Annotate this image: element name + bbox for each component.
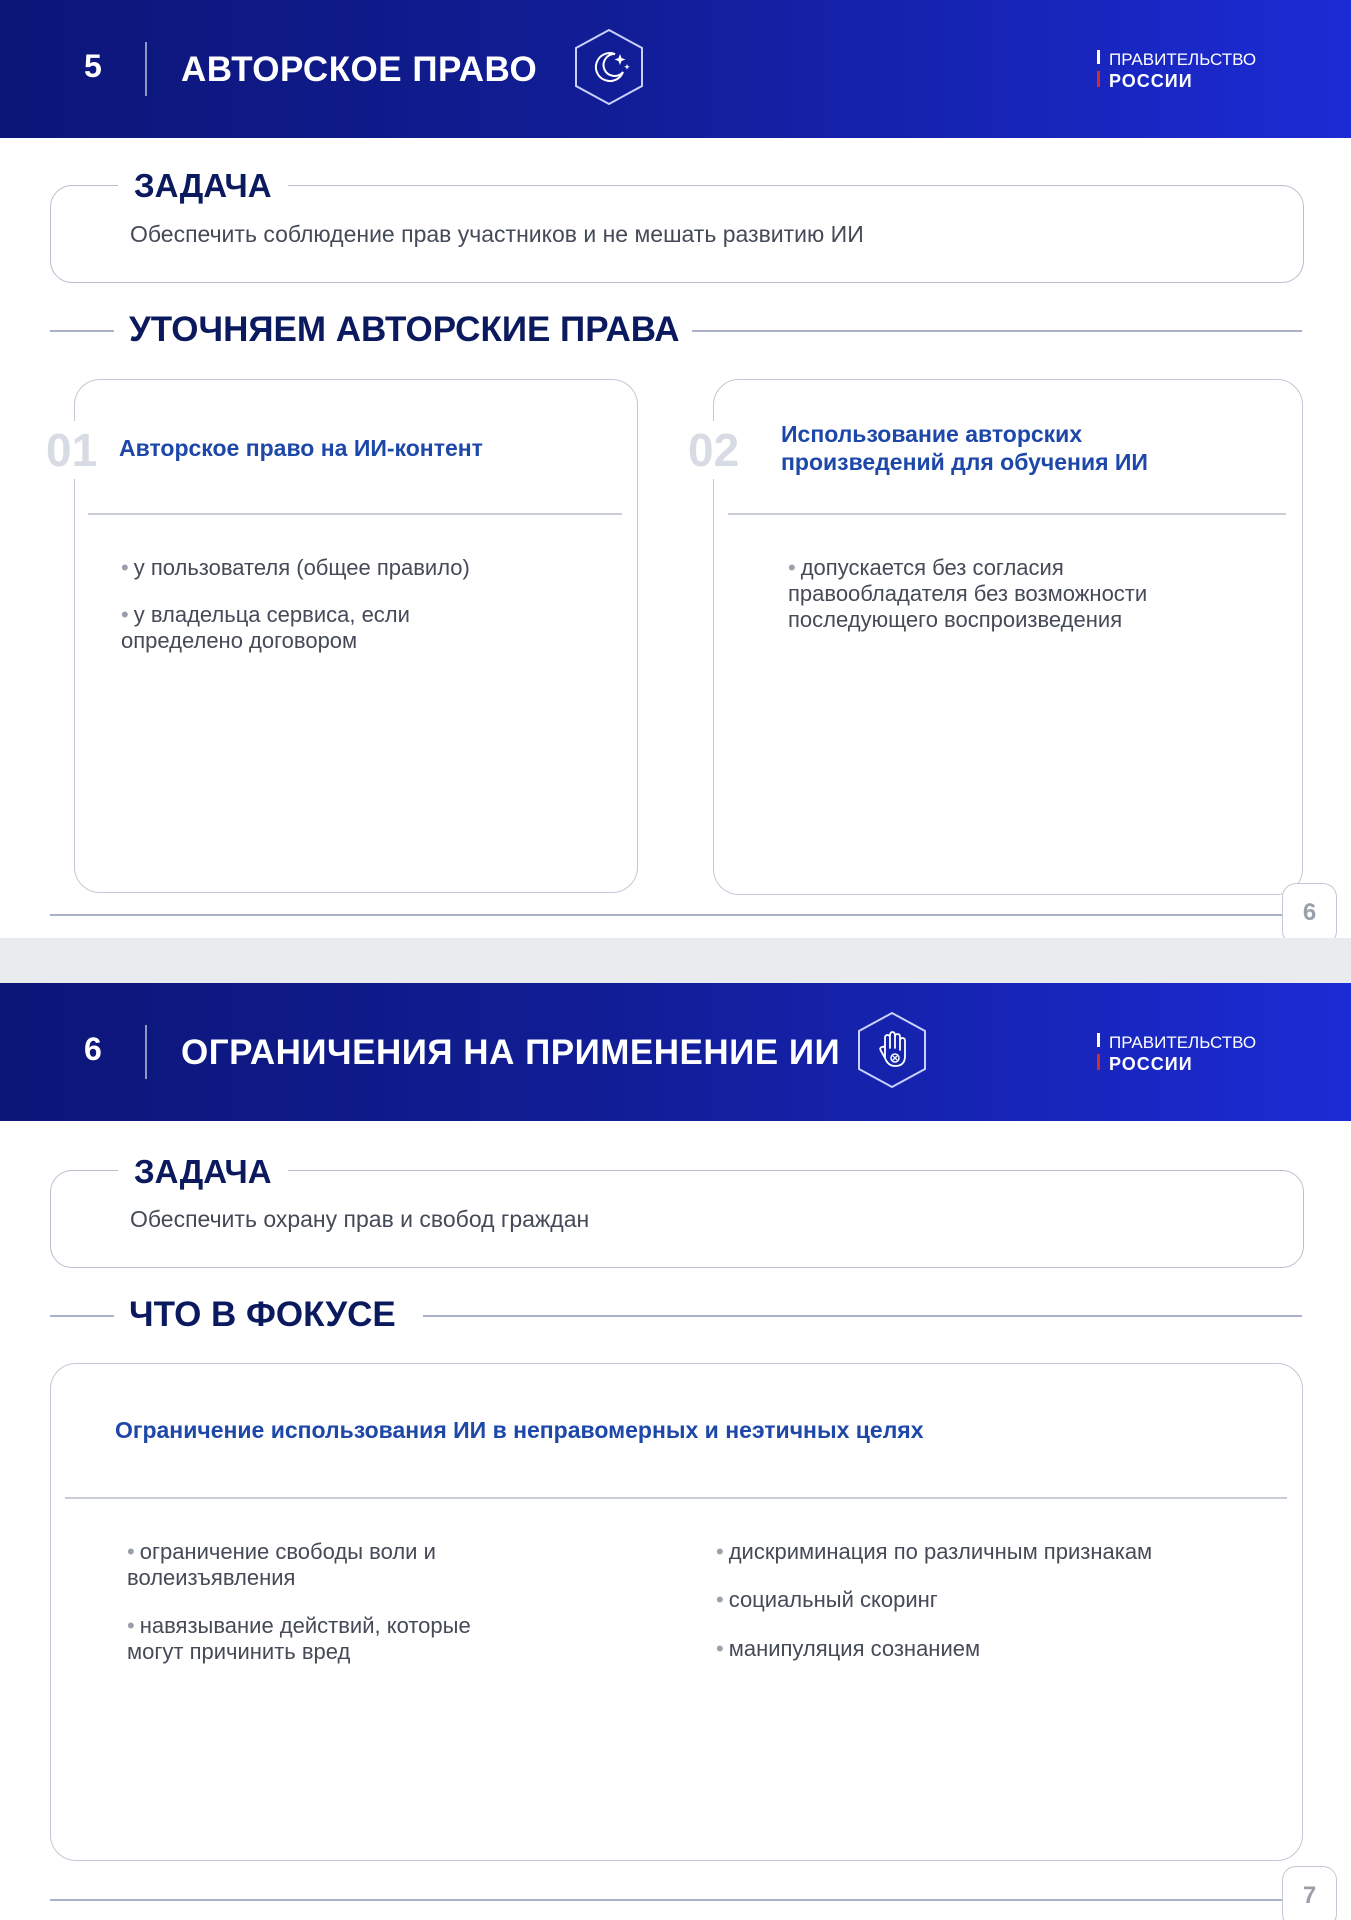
slide-number: 5 <box>84 48 102 84</box>
card-title: Авторское право на ИИ-контент <box>119 435 483 461</box>
card-divider <box>88 513 622 515</box>
bullet-dot: • <box>716 1539 724 1564</box>
bullet-dot: • <box>121 555 129 580</box>
slide-copyright <box>0 0 1351 938</box>
task-text: Обеспечить соблюдение прав участников и не мешать развитию ИИ <box>130 221 864 247</box>
header-divider <box>145 1025 147 1079</box>
bullet-text: дискриминация по различным признакам <box>728 1539 1153 1564</box>
logo-bar-red <box>1097 71 1100 87</box>
logo-line-2: РОССИИ <box>1109 1054 1193 1074</box>
section-line-left <box>50 330 114 332</box>
bullet-text: навязывание действий, которые могут причинить вред <box>127 1613 471 1664</box>
slide-number: 6 <box>84 1031 102 1067</box>
section-title: УТОЧНЯЕМ АВТОРСКИЕ ПРАВА <box>129 310 680 349</box>
task-label: ЗАДАЧА <box>118 1153 288 1191</box>
card-divider <box>728 513 1286 515</box>
bullet-dot: • <box>121 602 129 627</box>
section-line-right <box>692 330 1302 332</box>
page-line <box>50 914 1282 916</box>
page-line <box>50 1899 1282 1901</box>
bullet-dot: • <box>127 1539 135 1564</box>
bullet-dot: • <box>788 555 796 580</box>
bullet-text: ограничение свободы воли и волеизъявления <box>127 1539 436 1590</box>
page-number: 6 <box>1282 883 1337 938</box>
bullet-dot: • <box>716 1636 724 1661</box>
section-line-right <box>423 1315 1302 1317</box>
header-divider <box>145 42 147 96</box>
logo-bar-white <box>1097 50 1100 64</box>
stop-hand-icon <box>855 1010 929 1090</box>
moon-stars-icon <box>572 27 646 107</box>
bullet-text: допускается без согласия правообладателя без возможности последующего воспроизведения <box>788 555 1148 632</box>
slide-title: ОГРАНИЧЕНИЯ НА ПРИМЕНЕНИЕ ИИ <box>181 1033 841 1072</box>
logo-bar-red <box>1097 1054 1100 1070</box>
list-item <box>716 1636 1276 1662</box>
logo-line-1: ПРАВИТЕЛЬСТВО <box>1109 50 1257 69</box>
logo-line-2: РОССИИ <box>1109 71 1193 91</box>
section-title: ЧТО В ФОКУСЕ <box>129 1295 396 1334</box>
slide-header <box>0 0 1351 138</box>
list-item <box>127 1539 457 1591</box>
section-line-left <box>50 1315 114 1317</box>
card-title: Использование авторских произведений для обучения ИИ <box>781 421 1148 475</box>
bullet-text: у пользователя (общее правило) <box>133 555 470 580</box>
list-item <box>716 1587 1276 1613</box>
task-text: Обеспечить охрану прав и свобод граждан <box>130 1206 590 1232</box>
list-item <box>127 1613 507 1665</box>
list-item <box>788 555 1223 633</box>
list-item <box>121 602 466 654</box>
slide-title: АВТОРСКОЕ ПРАВО <box>181 50 538 89</box>
list-item <box>716 1539 1276 1565</box>
page-number: 7 <box>1282 1866 1337 1920</box>
slide-header <box>0 983 1351 1121</box>
bullet-text: манипуляция сознанием <box>728 1636 981 1661</box>
card-number: 01 <box>46 421 97 479</box>
bullet-dot: • <box>127 1613 135 1638</box>
logo-bar-white <box>1097 1033 1100 1047</box>
task-label: ЗАДАЧА <box>118 167 288 205</box>
bullet-text: у владельца сервиса, если определено договором <box>121 602 410 653</box>
logo-line-1: ПРАВИТЕЛЬСТВО <box>1109 1033 1257 1052</box>
bullet-dot: • <box>716 1587 724 1612</box>
slide-separator <box>0 938 1351 983</box>
list-item <box>121 555 621 581</box>
focus-title: Ограничение использования ИИ в неправомерных и неэтичных целях <box>115 1417 924 1443</box>
slide-ai-restrictions <box>0 983 1351 1920</box>
card-divider <box>65 1497 1287 1499</box>
bullet-text: социальный скоринг <box>728 1587 938 1612</box>
card-number: 02 <box>688 421 739 479</box>
